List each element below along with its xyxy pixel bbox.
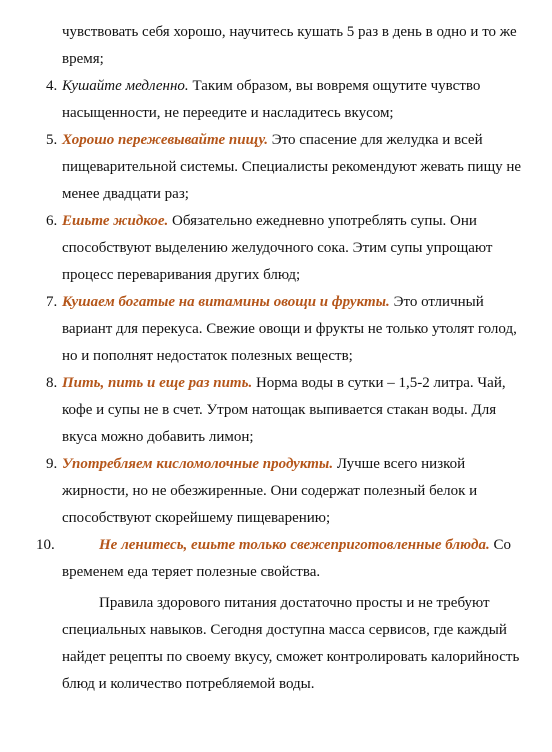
item-text: Таким образом, вы вовремя ощутите чувство насыщенности, не переедите и насладитесь вкусом; (62, 78, 481, 121)
item-text: Лучше всего низкой жирности, но не обезжиренные. Они содержат полезный белок и способствуют скорейшему пищеварению; (62, 456, 478, 526)
list-item (36, 532, 528, 586)
item-number: 9. (46, 456, 58, 472)
rules-list (36, 73, 528, 586)
item-heading: Пить, пить и еще раз пить. (62, 375, 253, 391)
item-text: Это спасение для желудка и всей пищеварительной системы. Специалисты рекомендуют жевать пищу не менее двадцати раз; (62, 132, 522, 202)
item-number: 7. (46, 294, 58, 310)
item-number: 10. (36, 537, 55, 553)
item-number: 8. (46, 375, 58, 391)
item-text: Это отличный вариант для перекуса. Свежие овощи и фрукты не только утолят голод, но и пополнят недостаток полезных веществ; (62, 294, 517, 364)
item-heading: Употребляем кисломолочные продукты. (62, 456, 334, 472)
item-heading: Кушайте медленно. (62, 78, 189, 94)
continuation-paragraph: чувствовать себя хорошо, научитесь кушать 5 раз в день в одно и то же время; (62, 24, 517, 67)
list-item (46, 127, 528, 208)
item-heading: Хорошо пережевывайте пищу. (62, 132, 269, 148)
item-number: 5. (46, 132, 58, 148)
item-heading: Кушаем богатые на витамины овощи и фрукты. (62, 294, 390, 310)
item-text: Со временем еда теряет полезные свойства. (62, 537, 511, 580)
item-heading: Ешьте жидкое. (62, 213, 169, 229)
item-heading: Не ленитесь, ешьте только свежеприготовленные блюда. (99, 537, 490, 553)
closing-paragraph: Правила здорового питания достаточно просты и не требуют специальных навыков. Сегодня доступна масса сервисов, где каждый найдет рецепты по своему вкусу, сможет контролировать калорийность блюд и количество потребляемой воды. (62, 595, 520, 692)
list-item (46, 451, 528, 532)
list-item (46, 208, 528, 289)
item-number: 4. (46, 78, 58, 94)
item-number: 6. (46, 213, 58, 229)
list-item (46, 73, 528, 127)
item-text: Обязательно ежедневно употреблять супы. Они способствуют выделению желудочного сока. Этим супы упрощают процесс переваривания других блюд; (62, 213, 493, 283)
list-item (46, 289, 528, 370)
item-text: Норма воды в сутки – 1,5-2 литра. Чай, кофе и супы не в счет. Утром натощак выпивается стакан воды. Для вкуса можно добавить лимон; (62, 375, 506, 445)
list-item (46, 370, 528, 451)
